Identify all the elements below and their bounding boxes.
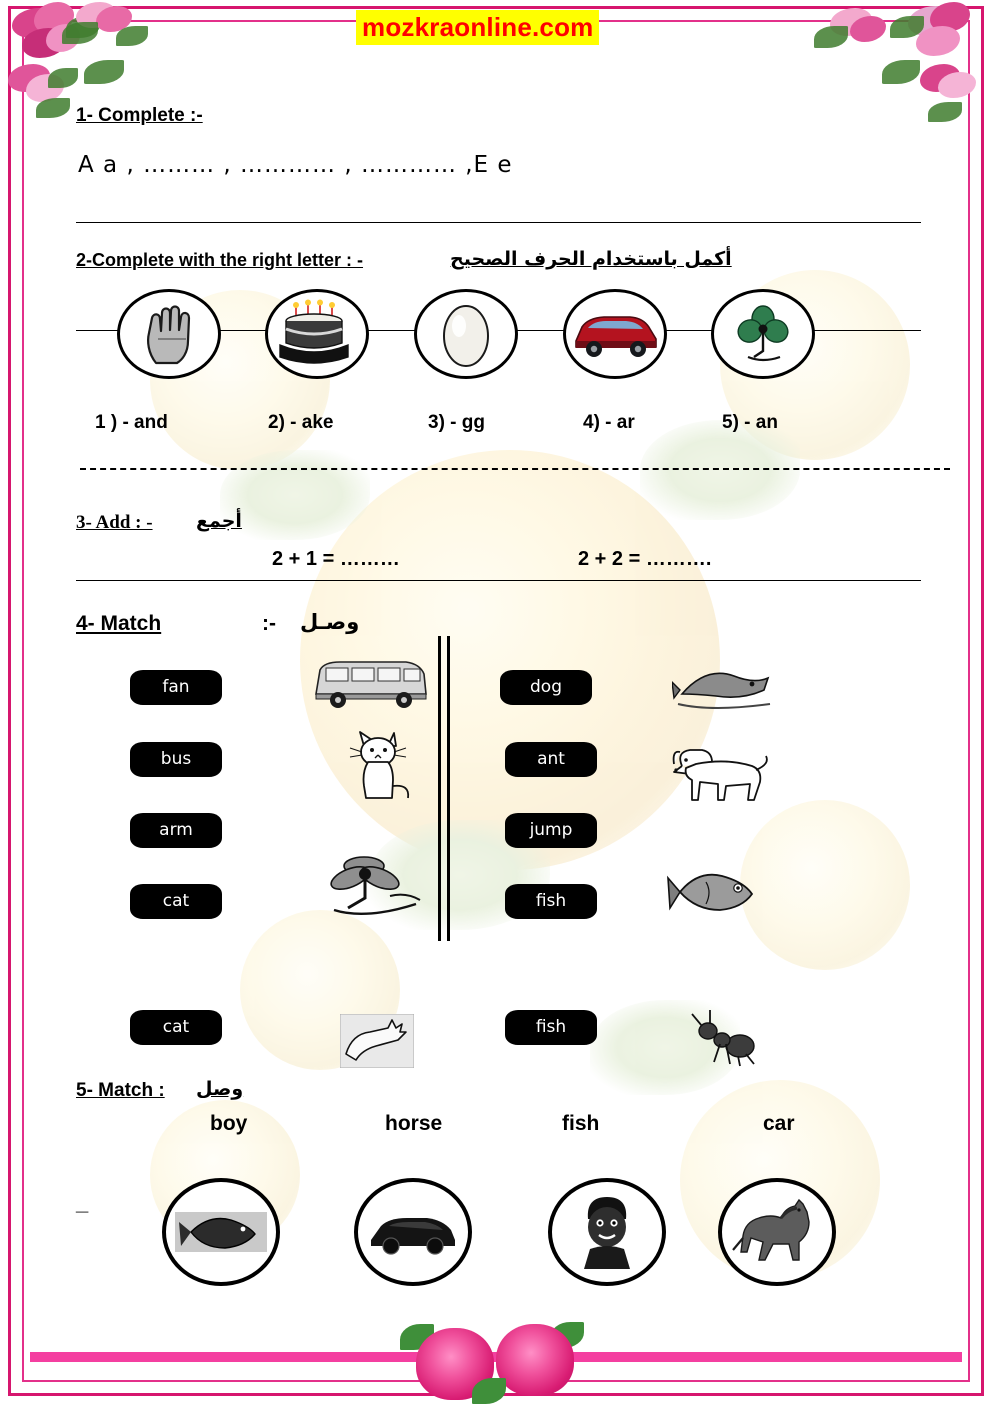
car-icon [568, 305, 662, 363]
picture-oval-fish [162, 1178, 280, 1286]
question-5-word-horse[interactable]: horse [385, 1112, 443, 1135]
question-2-choice-1: 1 ) - and [95, 412, 168, 433]
word-pill-fish[interactable]: fish [505, 884, 597, 919]
word-pill-fish-2[interactable]: fish [505, 1010, 597, 1045]
picture-oval-fan [711, 289, 815, 379]
question-3-rule [76, 580, 921, 581]
question-5-title-ar: وصل [196, 1078, 244, 1100]
question-1-rule [76, 222, 921, 223]
question-5-title-en: 5- Match : [76, 1080, 165, 1101]
question-5-word-fish[interactable]: fish [562, 1112, 600, 1135]
dog-picture [656, 736, 776, 811]
car-icon-2 [365, 1208, 461, 1256]
fish-picture [666, 860, 762, 927]
question-3-sum-1: 2 + 1 = ……… [272, 548, 400, 570]
fan-icon [728, 299, 798, 369]
ant-picture [688, 1006, 760, 1073]
question-3-title-ar: أجمع [196, 510, 242, 532]
arm-picture [340, 1014, 414, 1073]
question-4-center-divider [438, 636, 450, 941]
fan-icon-2 [320, 852, 430, 918]
question-5-dash: _ [76, 1190, 89, 1215]
egg-icon [436, 296, 496, 372]
word-pill-cat-2[interactable]: cat [130, 1010, 222, 1045]
word-pill-jump[interactable]: jump [505, 813, 597, 848]
word-pill-arm[interactable]: arm [130, 813, 222, 848]
word-pill-fan[interactable]: fan [130, 670, 222, 705]
question-2-dashed-rule [80, 468, 950, 470]
question-5-word-car[interactable]: car [763, 1112, 795, 1135]
ant-icon [688, 1006, 760, 1068]
word-pill-ant[interactable]: ant [505, 742, 597, 777]
cat-picture [336, 728, 420, 813]
question-1-title: 1- Complete :- [76, 105, 203, 126]
picture-oval-hand [117, 289, 221, 379]
question-5-word-boy[interactable]: boy [210, 1112, 248, 1135]
picture-oval-cake [265, 289, 369, 379]
dog-icon [656, 736, 776, 806]
question-4-title-en: 4- Match [76, 612, 162, 635]
fish-icon-2 [175, 1208, 267, 1256]
question-3-title-en: 3- Add : - [76, 512, 153, 533]
fish-icon [666, 860, 762, 922]
word-pill-cat[interactable]: cat [130, 884, 222, 919]
word-pill-dog[interactable]: dog [500, 670, 592, 705]
question-2-choice-2: 2) - ake [268, 412, 334, 433]
bus-icon [310, 654, 430, 710]
question-2-choice-5: 5) - an [722, 412, 778, 433]
question-2-title-en: 2-Complete with the right letter : - [76, 250, 364, 270]
picture-oval-egg [414, 289, 518, 379]
arm-icon [340, 1014, 414, 1068]
cat-icon [336, 728, 420, 808]
horse-icon [729, 1194, 825, 1270]
question-2-choice-4: 4) - ar [583, 412, 635, 433]
picture-oval-car-2 [354, 1178, 472, 1286]
question-4-title-suffix: :- [262, 612, 276, 635]
jumping-fish-picture [672, 660, 776, 721]
bus-picture [310, 654, 430, 715]
question-4-title-ar: وصـل [300, 610, 360, 634]
fan-picture [320, 852, 430, 923]
word-pill-bus[interactable]: bus [130, 742, 222, 777]
hand-icon [132, 297, 206, 371]
cake-icon [276, 299, 358, 369]
website-banner: mozkraonline.com [356, 10, 599, 45]
question-2-choice-3: 3) - gg [428, 412, 485, 433]
question-2-title-ar: أكمل باستخدام الحرف الصحيح [450, 248, 732, 270]
picture-oval-boy [548, 1178, 666, 1286]
boy-icon [572, 1189, 642, 1275]
question-1-letters: A a , ……… , ………… , ………… ,E e [78, 152, 513, 178]
picture-oval-car [563, 289, 667, 379]
jumping-fish-icon [672, 660, 776, 716]
picture-oval-horse [718, 1178, 836, 1286]
question-3-sum-2: 2 + 2 = ………. [578, 548, 712, 570]
